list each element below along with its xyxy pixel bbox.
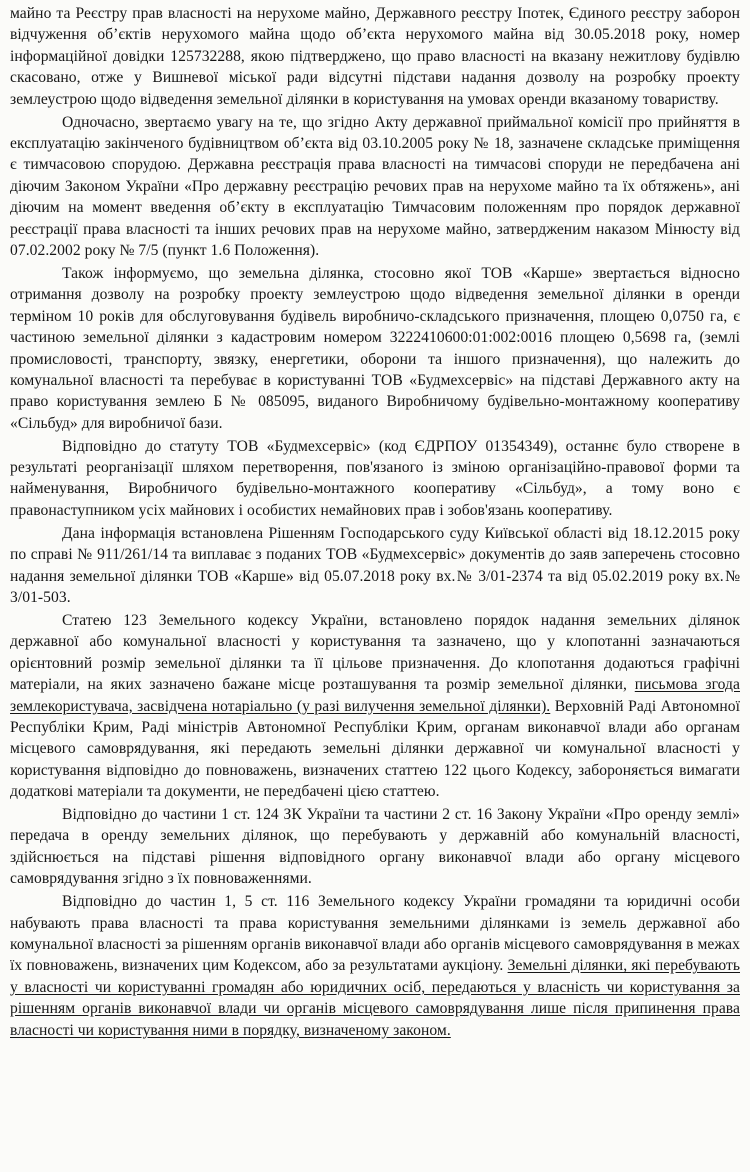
text-segment: Відповідно до частин 1, 5 ст. 116 Земельного кодексу України громадяни та юридичні особи набувають права власності та права користування земельними ділянками із земель державної або комунальної власності за рішенням органів виконавчої влади або органів місцевого самоврядування в межах їх повноважень, визначених цим Кодексом, або за результатами аукціону. [10, 893, 740, 975]
text-segment: майно та Реєстру прав власності на нерухоме майно, Державного реєстру Іпотек, Єдиного реєстру заборон відчуження об’єктів нерухомого майна щодо об’єкта нерухомого майна від 30.05.2018 року, номер інформаційної довідки 125732288, якою підтверджено, що право власності на вказану нежитлову будівлю скасовано, отже у Вишневої міської ради відсутні підстави надання дозволу на розробку проекту землеустрою щодо відведення земельної ділянки в користування на умовах оренди вказаному товариству. [10, 5, 740, 108]
text-segment: Одночасно, звертаємо увагу на те, що згідно Акту державної приймальної комісії про прийняття в експлуатацію закінченого будівництвом об’єкта від 03.10.2005 року № 18, зазначене складське приміщення є тимчасовою спорудою. Державна реєстрація права власності на тимчасові споруди не передбачена ані діючим Законом України «Про державну реєстрацію речових прав на нерухоме майно та їх обтяжень», ані діючим на момент введення об’єкту в експлуатацію Тимчасовим положенням про порядок державної реєстрації права власності та інших речових прав на нерухоме майно, затвердженим наказом Мінюсту від 07.02.2002 року № 7/5 (пункт 1.6 Положення). [10, 113, 740, 259]
underlined-text-segment: письмова згода землекористувача, засвідчена нотаріально (у разі вилучення земельної ділянки). [10, 676, 740, 715]
paragraph-article-124 [10, 804, 740, 890]
paragraph-registry-continuation [10, 3, 740, 110]
paragraph-court-decision [10, 523, 740, 609]
paragraph-temporary-structure [10, 112, 740, 262]
text-segment: Дана інформація встановлена Рішенням Господарського суду Київської області від 18.12.2015 року по справі № 911/261/14 та виплаває з поданих ТОВ «Будмехсервіс» документів до заяв заперечень стосовно надання земельної ділянки ТОВ «Карше» від 05.07.2018 року вх.№ 3/01-2374 та від 05.02.2019 року вх.№ 3/01-503. [10, 524, 740, 606]
text-segment: Статею 123 Земельного кодексу України, встановлено порядок надання земельних ділянок державної або комунальної власності у користування та зазначено, що у клопотанні зазначаються орієнтовний розмір земельної ділянки та її цільове призначення. До клопотання додаються графічні матеріали, на яких зазначено бажане місце розташування та розмір земельної ділянки, [10, 611, 740, 694]
paragraph-article-123 [10, 610, 740, 803]
text-segment: Верховній Раді Автономної Республіки Крим, Раді міністрів Автономної Республіки Крим, органам виконавчої влади або органам місцевого самоврядування, які передають земельні ділянки державної чи комунальної власності у користування відповідно до повноважень, визначених статтею 122 цього Кодексу, забороняється вимагати додаткові матеріали та документи, не передбачені цією статтею. [10, 697, 740, 801]
text-segment: Відповідно до статуту ТОВ «Будмехсервіс» (код ЄДРПОУ 01354349), останнє було створене в результаті реорганізації шляхом перетворення, пов'язаного із зміною організаційно-правової форми та найменування, Виробничого будівельно-монтажного кооперативу «Сільбуд», а тому воно є правонаступником усіх майнових і особистих немайнових прав і зобов'язань кооперативу. [10, 437, 740, 519]
paragraph-article-116 [10, 891, 740, 1041]
text-segment: Відповідно до частини 1 ст. 124 ЗК України та частини 2 ст. 16 Закону України «Про оренду землі» передача в оренду земельних ділянок, що перебувають у державній або комунальній власності, здійснюється на підставі рішення відповідного органу виконавчої влади або органу місцевого самоврядування згідно з їх повноваженнями. [10, 806, 740, 888]
text-segment: Також інформуємо, що земельна ділянка, стосовно якої ТОВ «Карше» звертається відносно отримання дозволу на розробку проекту землеустрою щодо відведення земельної ділянки в оренди терміном 10 років для обслуговування будівель виробничо-складського призначення, площею 0,0750 га, є частиною земельної ділянки з кадастровим номером 3222410600:01:002:0016 площею 0,5698 га, (землі промисловості, транспорту, звязку, енергетики, оборони та іншого призначення), що належить до комунальної власності та перебуває в користуванні ТОВ «Будмехсервіс» на підставі Державного акту на право користування землею Б № 085095, виданого Виробничому будівельно-монтажному кооперативу «Сільбуд» для виробничої бази. [10, 264, 740, 432]
underlined-text-segment: Земельні ділянки, які перебувають у власності чи користуванні громадян або юридичних осіб, передаються у власність чи користування за рішенням органів виконавчої влади чи органів місцевого самоврядування лише після припинення права власності чи користування ними в порядку, визначеному законом. [10, 957, 740, 1039]
paragraph-statute [10, 436, 740, 522]
paragraph-land-plot-info [10, 263, 740, 434]
